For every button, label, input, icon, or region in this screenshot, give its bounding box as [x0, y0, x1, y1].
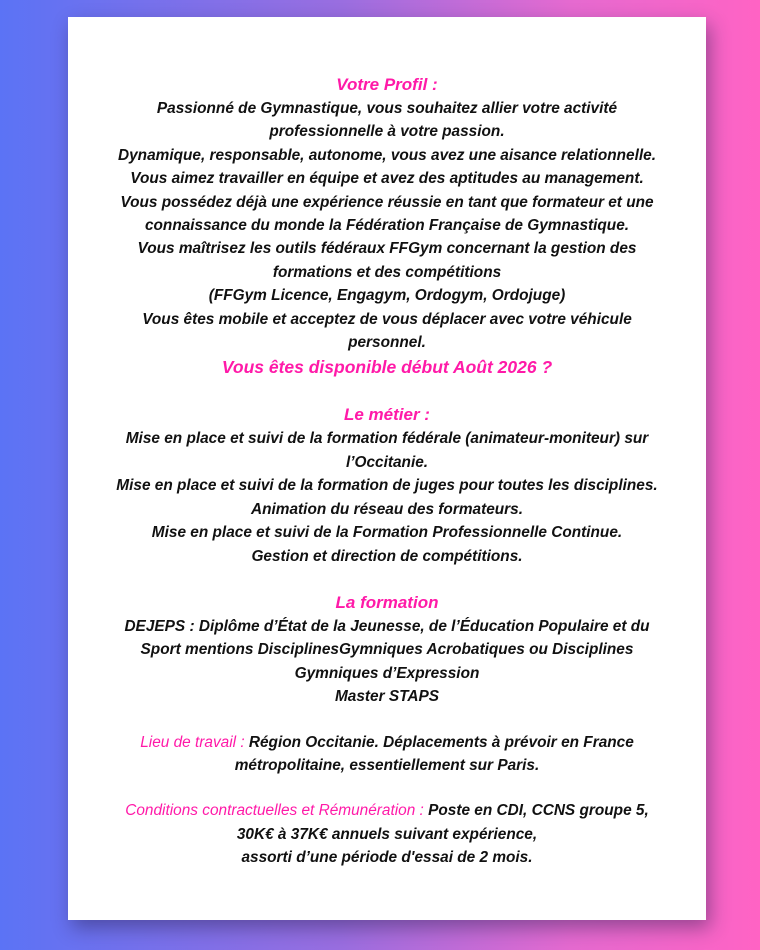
profil-line: professionnelle à votre passion. — [269, 123, 505, 141]
conditions-line-2: 30K€ à 37K€ annuels suivant expérience, — [236, 825, 538, 843]
conditions-line-1 — [68, 799, 706, 822]
profil-line: formations et des compétitions — [272, 263, 502, 281]
availability-question: Vous êtes disponible début Août 2026 ? — [221, 357, 553, 378]
section-spacer — [68, 568, 706, 590]
formation-line: Sport mentions DisciplinesGymniques Acrobatiques ou Disciplines — [140, 641, 634, 659]
formation-line: Master STAPS — [334, 688, 440, 706]
conditions-label: Conditions contractuelles et Rémunération : — [125, 802, 429, 820]
job-offer-content — [68, 72, 706, 870]
metier-line: Mise en place et suivi de la Formation Professionnelle Continue. — [151, 524, 623, 542]
formation-line: DEJEPS : Diplôme d’État de la Jeunesse, de l’Éducation Populaire et du — [124, 617, 650, 635]
metier-line: l’Occitanie. — [345, 453, 429, 471]
lieu-text: Région Occitanie. Déplacements à prévoir en France — [248, 733, 634, 751]
metier-heading: Le métier : — [344, 405, 430, 425]
section-spacer — [68, 380, 706, 402]
profil-line: Passionné de Gymnastique, vous souhaitez allier votre activité — [156, 100, 618, 117]
profil-heading: Votre Profil : — [336, 75, 438, 94]
lieu-line-1 — [68, 731, 706, 754]
profil-line: connaissance du monde la Fédération Française de Gymnastique. — [144, 217, 630, 235]
formation-line: Gymniques d’Expression — [294, 664, 480, 682]
profil-line: personnel. — [348, 334, 426, 352]
profil-line: Dynamique, responsable, autonome, vous avez une aisance relationnelle. — [118, 146, 656, 164]
lieu-label: Lieu de travail : — [140, 733, 249, 751]
lieu-line-2: métropolitaine, essentiellement sur Paris. — [234, 756, 540, 774]
section-spacer — [68, 777, 706, 799]
metier-line: Mise en place et suivi de la formation de juges pour toutes les disciplines. — [116, 477, 658, 495]
conditions-text: Poste en CDI, CCNS groupe 5, — [428, 802, 649, 820]
profil-line: Vous êtes mobile et acceptez de vous déplacer avec votre véhicule — [142, 310, 632, 328]
profil-line: Vous aimez travailler en équipe et avez des aptitudes au management. — [130, 170, 644, 188]
job-offer-card — [68, 17, 706, 920]
metier-line: Animation du réseau des formateurs. — [251, 500, 523, 518]
profil-line: Vous maîtrisez les outils fédéraux FFGym concernant la gestion des — [137, 240, 637, 258]
profil-line: Vous possédez déjà une expérience réussie en tant que formateur et une — [120, 193, 654, 211]
metier-line: Mise en place et suivi de la formation fédérale (animateur-moniteur) sur — [125, 430, 649, 448]
profil-line: (FFGym Licence, Engagym, Ordogym, Ordojuge) — [208, 287, 566, 305]
metier-line: Gestion et direction de compétitions. — [251, 547, 523, 565]
section-spacer — [68, 709, 706, 731]
conditions-line-3: assorti d’une période d'essai de 2 mois. — [241, 849, 533, 867]
formation-heading: La formation — [335, 592, 439, 612]
